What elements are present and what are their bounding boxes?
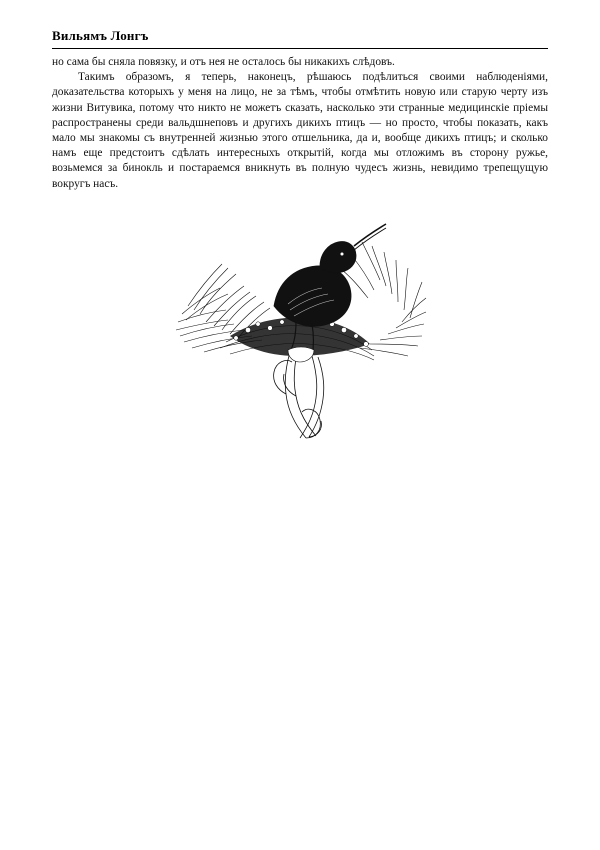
paragraph-main: Такимъ образомъ, я теперь, наконецъ, рѣшаюсь подѣлиться своими наблюденіями, доказательства которыхъ у меня на лицо, не за тѣмъ, чтобы отмѣтить новую или старую черту изъ жизни Витувика, потому что никто не можетъ сказать, насколько эти странные медицинскіе пріемы распространены среди вальдшнеповъ и другихъ дикихъ птицъ — но просто, чтобы показать, какъ мало мы знакомы съ внутренней жизнью этого отшельника, да и, вообще дикихъ птицъ; и сколько намъ еще предстоитъ сдѣлать интересныхъ открытій, когда мы отложимъ въ сторону ружье, возьмемся за бинокль и постараемся вникнуть въ полную чудесъ жизнь, невидимо трепещущую вокругъ насъ. xyxy=(52,71,548,190)
header-divider xyxy=(52,48,548,49)
woodcock-bandaged-leg-illustration xyxy=(170,210,430,440)
page-header-title: Вильямъ Лонгъ xyxy=(52,28,149,43)
body-text xyxy=(52,55,548,192)
paragraph-continuation: но сама бы сняла повязку, и отъ нея не осталось бы никакихъ слѣдовъ. xyxy=(52,56,395,68)
illustration-figure xyxy=(52,210,548,440)
